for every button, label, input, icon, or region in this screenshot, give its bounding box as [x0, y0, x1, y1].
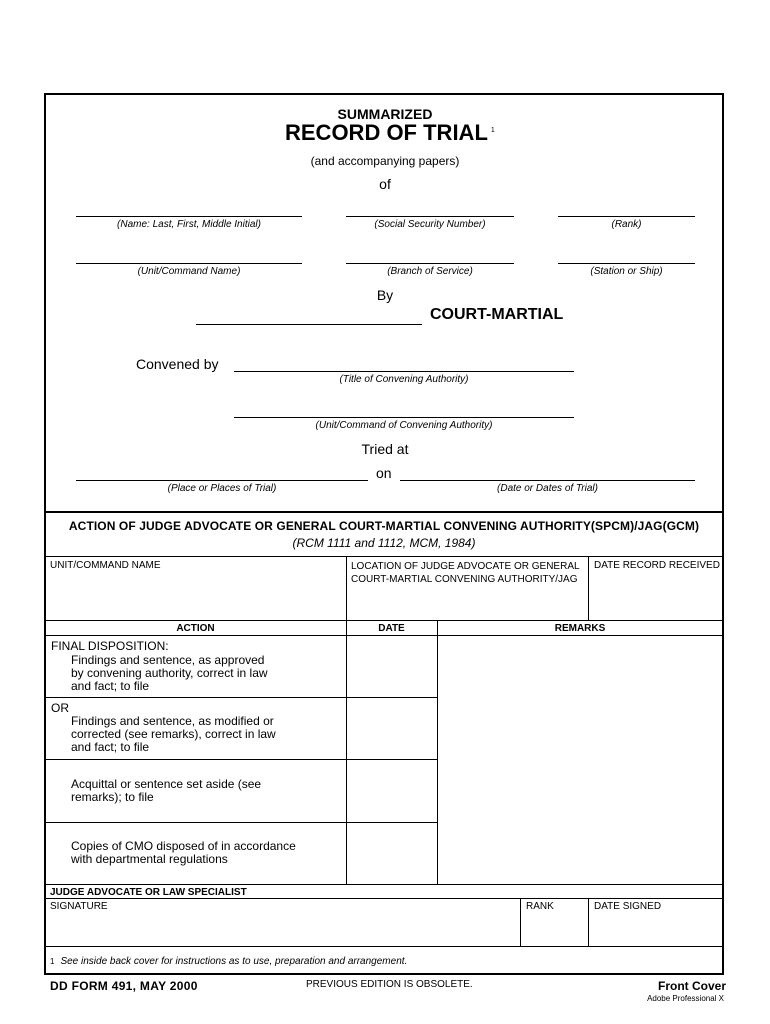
rank-caption: (Rank) [611, 219, 642, 230]
col-date-header: DATE [378, 623, 405, 634]
unit-location-divider [346, 556, 347, 620]
ssn-field[interactable] [346, 216, 514, 217]
unit-field[interactable] [76, 263, 302, 264]
place-of-trial-field[interactable] [76, 480, 368, 481]
date-remarks-divider [437, 620, 438, 884]
location-label-line1: LOCATION OF JUDGE ADVOCATE OR GENERAL [351, 561, 580, 572]
action-row-2[interactable] [71, 715, 276, 754]
court-martial-type-field[interactable] [196, 324, 422, 325]
branch-field[interactable] [346, 263, 514, 264]
date-signed-label: DATE SIGNED [594, 901, 662, 912]
header-row-top-rule [45, 620, 723, 621]
rank-field[interactable] [558, 216, 695, 217]
row1-line1: Findings and sentence, as approved [71, 653, 265, 667]
location-label [351, 560, 580, 586]
convening-authority-unit-field[interactable] [234, 417, 574, 418]
signature-rank-divider [520, 898, 521, 946]
branch-caption: (Branch of Service) [387, 266, 473, 277]
tried-at-label: Tried at [361, 441, 409, 457]
section-divider [45, 511, 723, 513]
action-row-3[interactable] [71, 778, 261, 804]
name-caption: (Name: Last, First, Middle Initial) [117, 219, 261, 230]
row3-rule [45, 822, 437, 823]
date-record-received-label: DATE RECORD RECEIVED [594, 560, 720, 571]
row1-rule [45, 697, 437, 698]
rank-date-divider [588, 898, 589, 946]
form-subtitle: SUMMARIZED [337, 106, 433, 122]
unit-caption: (Unit/Command Name) [137, 266, 241, 277]
row1-line2: by convening authority, correct in law [71, 666, 268, 680]
final-disposition-label: FINAL DISPOSITION: [51, 639, 169, 653]
row4-line1: Copies of CMO disposed of in accordance [71, 839, 296, 853]
action-row-4[interactable] [71, 840, 296, 866]
or-label: OR [51, 701, 69, 715]
remarks-field[interactable] [439, 637, 722, 883]
of-label: of [379, 176, 391, 192]
signature-label: SIGNATURE [50, 901, 108, 912]
unit-command-name-field[interactable] [47, 576, 344, 616]
row2-line2: corrected (see remarks), correct in law [71, 727, 276, 741]
row1-line3: and fact; to file [71, 679, 150, 693]
convening-authority-title-caption: (Title of Convening Authority) [339, 374, 469, 385]
footnote-marker: 1 [490, 126, 495, 134]
previous-edition-note: PREVIOUS EDITION IS OBSOLETE. [306, 979, 473, 990]
footnote [50, 956, 407, 967]
footnote-text: See inside back cover for instructions as to use, preparation and arrangement. [60, 956, 408, 967]
row2-line3: and fact; to file [71, 740, 150, 754]
date-of-trial-field[interactable] [400, 480, 695, 481]
col-remarks-header: REMARKS [554, 623, 606, 634]
col-action-header: ACTION [176, 623, 215, 634]
judge-advocate-label: JUDGE ADVOCATE OR LAW SPECIALIST [50, 887, 247, 898]
footnote-number: 1 [50, 957, 55, 966]
front-cover-label: Front Cover [657, 979, 726, 993]
convening-authority-title-field[interactable] [234, 371, 574, 372]
action-date-divider [346, 620, 347, 884]
accompanying-papers: (and accompanying papers) [310, 154, 460, 168]
row2-rule [45, 759, 437, 760]
form-title-text: RECORD OF TRIAL [285, 120, 488, 145]
action-row-1[interactable] [71, 654, 268, 693]
row3-line2: remarks); to file [71, 790, 154, 804]
ssn-caption: (Social Security Number) [374, 219, 486, 230]
row4-rule [45, 884, 723, 885]
station-field[interactable] [558, 263, 695, 264]
action-subheading: (RCM 1111 and 1112, MCM, 1984) [292, 536, 476, 550]
header-row-bottom-rule [45, 635, 723, 636]
location-date-divider [588, 556, 589, 620]
name-field[interactable] [76, 216, 302, 217]
unit-command-name-label: UNIT/COMMAND NAME [50, 560, 161, 571]
action-heading: ACTION OF JUDGE ADVOCATE OR GENERAL COURT-MARTIAL CONVENING AUTHORITY(SPCM)/JAG(GCM) [68, 519, 700, 533]
row4-line2: with departmental regulations [71, 852, 228, 866]
convened-by-label: Convened by [136, 356, 219, 372]
dates-caption: (Date or Dates of Trial) [497, 483, 598, 494]
table-top-rule [45, 556, 723, 557]
location-label-line2: COURT-MARTIAL CONVENING AUTHORITY/JAG [351, 574, 578, 585]
row3-line1: Acquittal or sentence set aside (see [71, 777, 262, 791]
row2-line1: Findings and sentence, as modified or [71, 714, 274, 728]
judge-advocate-rule [45, 898, 723, 899]
by-label: By [376, 287, 394, 303]
station-caption: (Station or Ship) [590, 266, 663, 277]
rank-label: RANK [526, 901, 554, 912]
form-number: DD FORM 491, MAY 2000 [50, 979, 198, 993]
software-label: Adobe Professional X [647, 994, 724, 1003]
convening-authority-unit-caption: (Unit/Command of Convening Authority) [315, 420, 493, 431]
signature-rule [45, 946, 723, 947]
on-label: on [376, 465, 392, 481]
form-title [285, 120, 500, 146]
court-martial-label: COURT-MARTIAL [430, 306, 564, 323]
place-caption: (Place or Places of Trial) [167, 483, 277, 494]
